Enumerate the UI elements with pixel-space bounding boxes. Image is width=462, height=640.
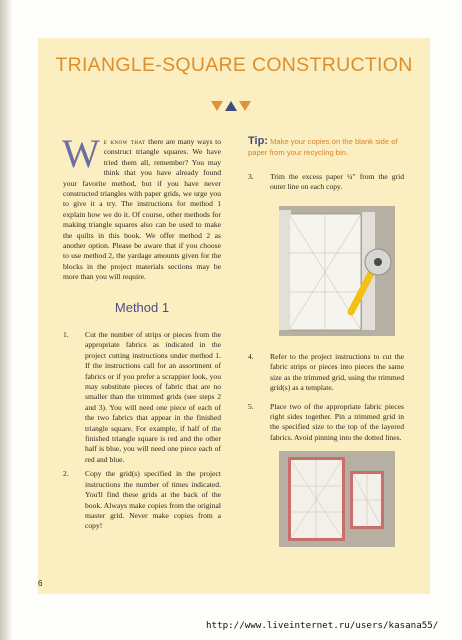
step-item (63, 330, 221, 465)
method-heading: Method 1 (114, 300, 170, 315)
orange-triangle-down-icon (211, 101, 223, 111)
layered-fabric-photo (279, 451, 395, 547)
page-number: 6 (38, 579, 43, 588)
step-text: Copy the grid(s) specified in the project instructions the number of times indicated. You'll find these grids at the back of the book. Always make copies from the original master grid. Never make copies from a copy! (85, 469, 221, 531)
step-item (248, 172, 404, 193)
intro-lead: e know that (103, 137, 146, 146)
page-binding-shadow (0, 0, 12, 640)
step-item (63, 469, 221, 531)
step-text: Refer to the project instructions to cut the fabric strips or pieces into pieces the same size as the trimmed grid, using the trimmed grid(s) as a template. (270, 352, 404, 393)
tip-text: Make your copies on the blank side of paper from your recycling bin. (248, 137, 398, 157)
step-item (248, 402, 404, 444)
watermark-url: http://www.liveinternet.ru/users/kasana55/ (206, 620, 439, 631)
page-title: TRIANGLE-SQUARE CONSTRUCTION (55, 54, 413, 76)
intro-paragraph (62, 131, 221, 283)
step-text: Cut the number of strips or pieces from the appropriate fabrics as indicated in the project cutting instructions under method 1. If the instructions call for an assortment of fabrics or if you prefer a scrappier look, you may substitute pieces of fabric that are no smaller than the trimmed grids (see steps 2 and 3). You will need one piece of each of the two fabrics that appear in the finished triangle square. For example, if half of the finished triangle square is red and the other half is blue, you will need one piece each of red and blue. (85, 330, 221, 464)
tip-box (248, 136, 398, 158)
step-number: 5. (248, 401, 254, 411)
step-text: Trim the excess paper ¼" from the grid outer line on each copy. (270, 172, 404, 192)
step-3 (248, 172, 404, 197)
orange-triangle-down-icon (239, 101, 251, 111)
step-number: 3. (248, 172, 254, 181)
tip-label: Tip: (248, 135, 268, 147)
step-number: 4. (248, 352, 254, 361)
steps-right (248, 352, 404, 447)
step-text: Place two of the appropriate fabric pieces right sides together. Pin a trimmed grid in the specified size to the top of the layered fabrics. Avoid pinning into the dotted lines. (270, 401, 404, 442)
step-number: 2. (63, 469, 69, 479)
blue-triangle-up-icon (225, 101, 237, 111)
step-number: 1. (63, 330, 69, 339)
intro-text: there are many ways to construct triangle squares. We have tried them all, remember? You may think that you have already found your favorite method, but if you have never constructed triangles with paper grids, we urge you to give it a try. The instructions for method 1 explain how we do it. Of course, other methods for making triangle squares also can be used to make the quilts in this book. We offer method 2 as another option. Please be aware that if you choose to use method 2, the yardage amounts given for the blocks in the project materials sections may be more than you will require. (63, 137, 221, 282)
trimmed-grid-photo (279, 206, 395, 336)
drop-cap: W (62, 131, 100, 176)
step-item (248, 352, 404, 394)
steps-left (63, 330, 221, 536)
